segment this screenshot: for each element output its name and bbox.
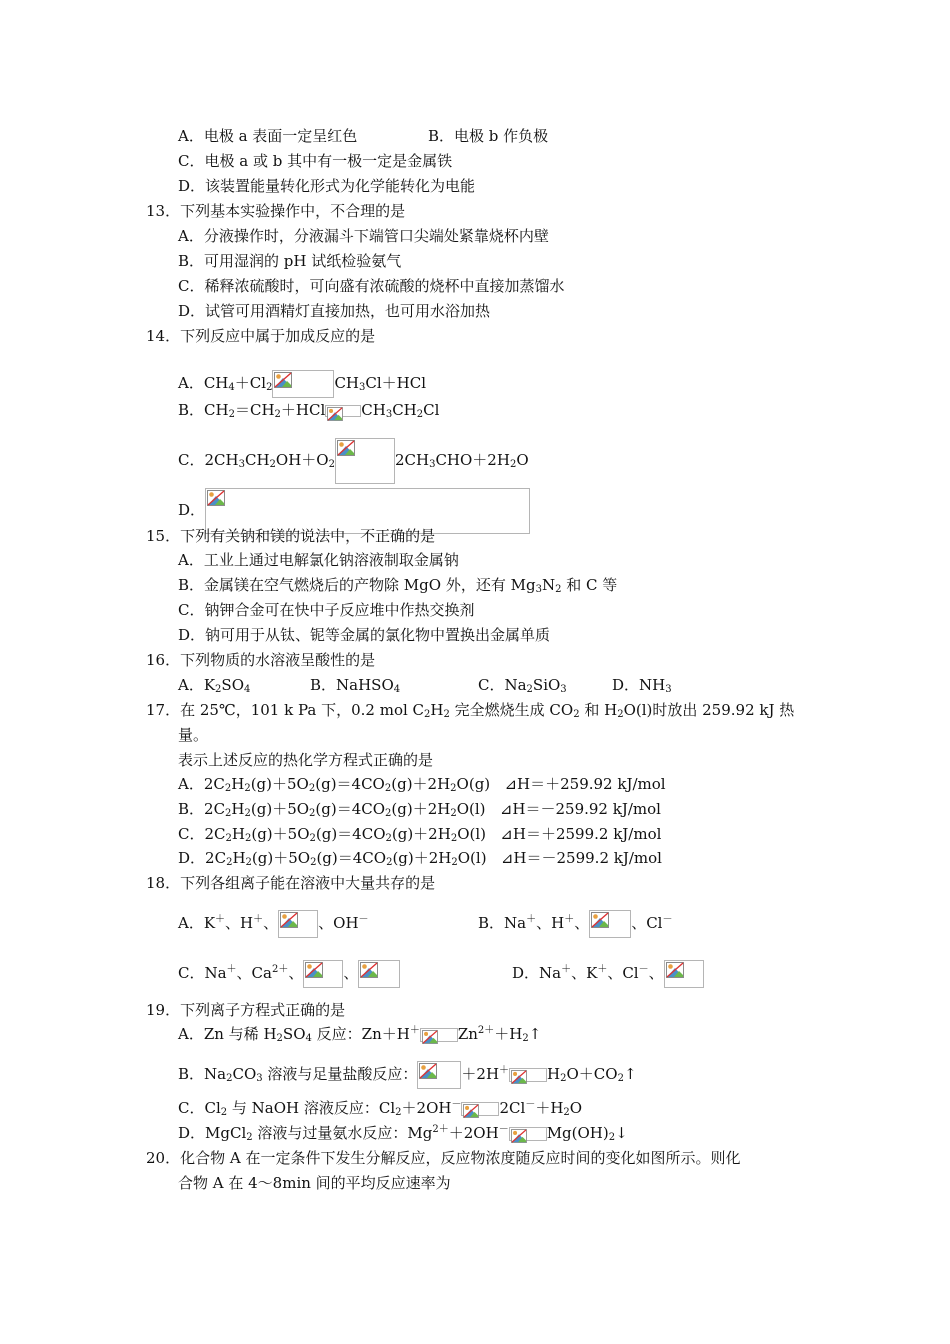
broken-image-icon [417, 1061, 461, 1089]
q17-stem-cont2: 表示上述反应的热化学方程式正确的是 [178, 751, 434, 769]
q19-option-b: B．$Na_2CO_3$ 溶液与足量盐酸反应： ＋2H＋ $H_2O+CO_2↑$ [178, 1061, 637, 1089]
broken-image-glyph [511, 1129, 527, 1143]
broken-image-glyph [511, 1070, 527, 1084]
q18-option-a: A．K＋、H＋、 、OH－ [178, 910, 369, 938]
q16-option-a: A．$K_2SO_4$ [178, 676, 251, 695]
q13-option-d: D．试管可用酒精灯直接加热，也可用水浴加热 [178, 302, 491, 320]
q14-option-b: B．$CH_2=CH_2+HCl$ $CH_3CH_2Cl$ [178, 401, 440, 420]
q15-option-b: B．金属镁在空气燃烧后的产物除 MgO 外，还有 $Mg_3N_2$ 和 C 等 [178, 576, 618, 595]
broken-image-icon [664, 960, 704, 988]
broken-image-glyph [360, 962, 378, 978]
q17-option-a: A．$2C_2H_2(g)+5O_2(g)=4CO_2(g)+2H_2O(g)$ ⊿H＝＋259.92 kJ/mol [178, 775, 666, 794]
broken-image-glyph [419, 1063, 437, 1079]
q14-stem: 14．下列反应中属于加成反应的是 [146, 327, 376, 345]
q18-option-b: B．Na＋、H＋、 、Cl－ [478, 910, 672, 938]
broken-image-icon [589, 910, 631, 938]
broken-image-icon [509, 1068, 547, 1082]
broken-image-glyph [280, 912, 298, 928]
q17-option-b: B．$2C_2H_2(g)+5O_2(g)=4CO_2(g)+2H_2O(l)$ ⊿H＝－259.92 kJ/mol [178, 800, 661, 819]
q19-option-d: D．MgCl$_2$ 溶液与过量氨水反应：$Mg^{2+}+2OH^-$ $Mg(OH)_2↓$ [178, 1124, 628, 1143]
broken-image-glyph [422, 1030, 438, 1044]
q16-stem: 16．下列物质的水溶液呈酸性的是 [146, 651, 376, 669]
broken-image-glyph [666, 962, 684, 978]
q17-option-d: D．$2C_2H_2(g)+5O_2(g)=4CO_2(g)+2H_2O(l)$ ⊿H＝－2599.2 kJ/mol [178, 849, 662, 868]
q16-option-b: B．NaHSO$_4$ [310, 676, 401, 695]
q18-option-c: C．Na＋、$Ca^{2+}$、 、 [178, 960, 400, 988]
q17-stem: 17．在 25℃，101 k Pa 下，0.2 mol $C_2H_2$ 完全燃烧生成 $CO_2$ 和 $H_2O(l)$时放出 259.92 kJ 热 [146, 701, 795, 720]
q13-option-b: B．可用湿润的 pH 试纸检验氨气 [178, 252, 402, 270]
broken-image-glyph [337, 440, 355, 456]
q18-stem: 18．下列各组离子能在溶液中大量共存的是 [146, 874, 436, 892]
q19-option-a: A．Zn 与稀 $H_2SO_4$ 反应：Zn＋H＋ $Zn^{2+}+H_2↑$ [178, 1025, 542, 1044]
q14-option-d: D． [178, 488, 530, 534]
broken-image-icon [509, 1127, 547, 1141]
broken-image-glyph [463, 1104, 479, 1118]
q16-option-c: C．$Na_2SiO_3$ [478, 676, 567, 695]
q16-option-d: D．$NH_3$ [612, 676, 672, 695]
q15-stem: 15．下列有关钠和镁的说法中，不正确的是 [146, 527, 436, 545]
broken-image-glyph [305, 962, 323, 978]
q15-option-a: A．工业上通过电解氯化钠溶液制取金属钠 [178, 551, 459, 569]
broken-image-icon [335, 438, 395, 484]
q19-option-c: C．$Cl_2$ 与 NaOH 溶液反应：$Cl_2+2OH^-$ $2Cl^-+H_2O$ [178, 1099, 583, 1118]
q12-option-d: D．该装置能量转化形式为化学能转化为电能 [178, 177, 476, 195]
broken-image-glyph [207, 490, 225, 506]
broken-image-icon [278, 910, 318, 938]
q18-option-d: D．Na＋、K＋、Cl－、 [512, 960, 704, 988]
q20-stem-cont: 合物 A 在 4～8min 间的平均反应速率为 [178, 1174, 451, 1192]
q15-option-d: D．钠可用于从钛、铌等金属的氯化物中置换出金属单质 [178, 626, 551, 644]
q20-stem: 20．化合物 A 在一定条件下发生分解反应，反应物浓度随反应时间的变化如图所示。则化 [146, 1149, 741, 1167]
q13-option-a: A．分液操作时，分液漏斗下端管口尖端处紧靠烧杯内壁 [178, 227, 549, 245]
q19-stem: 19．下列离子方程式正确的是 [146, 1001, 346, 1019]
broken-image-glyph [274, 372, 292, 388]
broken-image-icon [325, 405, 361, 417]
q13-stem: 13．下列基本实验操作中，不合理的是 [146, 202, 406, 220]
broken-image-icon [303, 960, 343, 988]
broken-image-icon [272, 370, 334, 398]
q17-option-c: C．$2C_2H_2(g)+5O_2(g)=4CO_2(g)+2H_2O(l)$ ⊿H＝＋2599.2 kJ/mol [178, 825, 662, 844]
q14-option-c: C．$2CH_3CH_2OH+O_2$ $2CH_3CHO+2H_2O$ [178, 438, 529, 484]
q14-option-a: A．$CH_4+Cl_2$ $CH_3Cl+HCl$ [178, 370, 426, 398]
broken-image-icon [358, 960, 400, 988]
q12-option-c: C．电极 a 或 b 其中有一极一定是金属铁 [178, 152, 453, 170]
q13-option-c: C．稀释浓硫酸时，可向盛有浓硫酸的烧杯中直接加蒸馏水 [178, 277, 565, 295]
broken-image-icon [461, 1102, 499, 1116]
q12-option-b: B．电极 b 作负极 [428, 127, 549, 145]
q15-option-c: C．钠钾合金可在快中子反应堆中作热交换剂 [178, 601, 475, 619]
q12-option-a: A．电极 a 表面一定呈红色 [178, 127, 358, 145]
broken-image-glyph [591, 912, 609, 928]
broken-image-icon [420, 1028, 458, 1042]
broken-image-glyph [327, 407, 343, 421]
q17-stem-cont: 量。 [178, 726, 209, 744]
